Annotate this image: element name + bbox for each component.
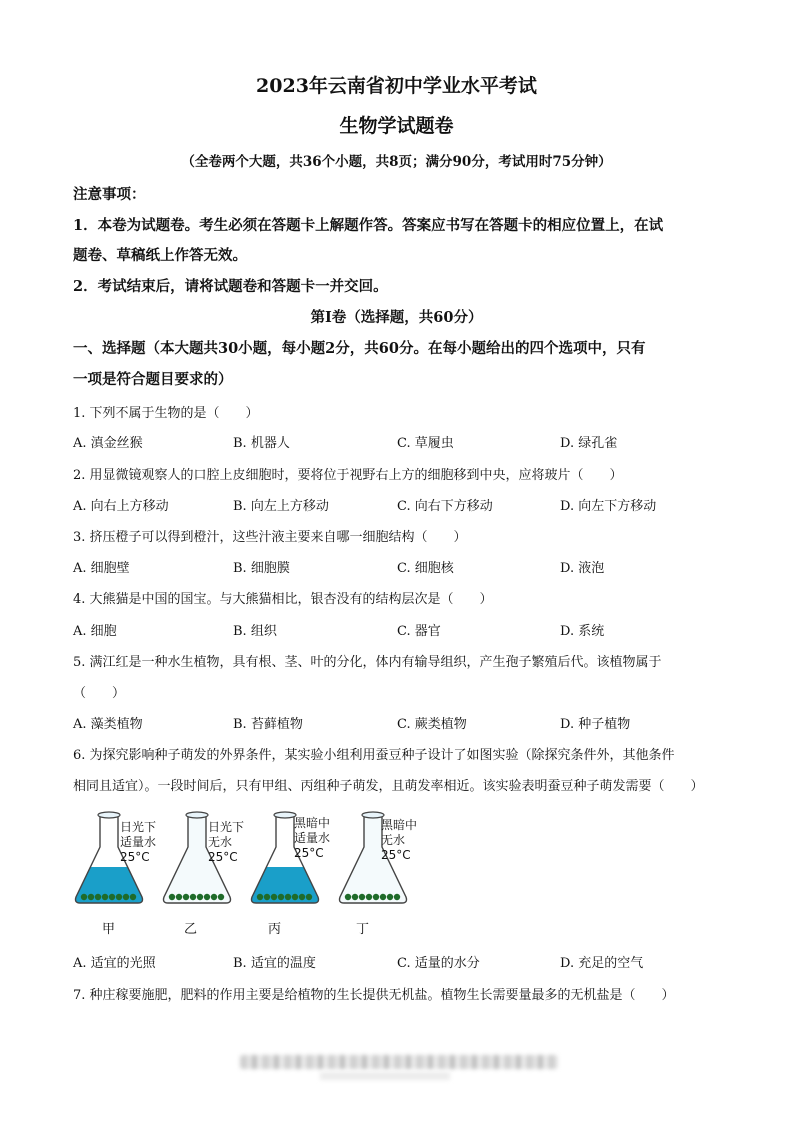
question-3-option-c: C. 细胞核: [397, 561, 454, 576]
flask-jia-name: 甲: [102, 922, 116, 937]
volume-heading: 第Ⅰ卷（选择题，共60分）: [310, 309, 483, 326]
question-2-stem: 2. 用显微镜观察人的口腔上皮细胞时，要将位于视野右上方的细胞移到中央，应将玻片（ ）: [73, 468, 623, 483]
question-5-option-d: D. 种子植物: [560, 717, 631, 732]
question-2-option-a: A. 向右上方移动: [73, 499, 169, 514]
flask-jia-conditions: 日光下 适量水 25°C: [120, 820, 157, 864]
exam-subtitle: 生物学试题卷: [339, 115, 454, 137]
question-6-option-c: C. 适量的水分: [397, 956, 480, 971]
question-1-option-c: C. 草履虫: [397, 436, 454, 451]
question-3-option-b: B. 细胞膜: [233, 561, 290, 576]
question-5-option-c: C. 蕨类植物: [397, 717, 467, 732]
question-6-option-a: A. 适宜的光照: [73, 956, 156, 971]
note-1-line-1: 1．本卷为试题卷。考生必须在答题卡上解题作答。答案应书写在答题卡的相应位置上，在试: [73, 217, 664, 234]
question-4-option-c: C. 器官: [397, 624, 441, 639]
question-5-option-b: B. 苔藓植物: [233, 717, 303, 732]
question-6-stem-line-1: 6. 为探究影响种子萌发的外界条件，某实验小组利用蚕豆种子设计了如图实验（除探究条件外，其他条件: [73, 748, 675, 763]
question-2-option-c: C. 向右下方移动: [397, 499, 493, 514]
question-4-option-b: B. 组织: [233, 624, 277, 639]
flask-ding-name: 丁: [356, 922, 370, 937]
question-1-stem: 1. 下列不属于生物的是（ ）: [73, 406, 259, 421]
question-6-option-b: B. 适宜的温度: [233, 956, 316, 971]
part-heading-line-2: 一项是符合题目要求的）: [73, 371, 233, 388]
blurred-footer-line: [320, 1072, 450, 1080]
question-4-stem: 4. 大熊猫是中国的国宝。与大熊猫相比，银杏没有的结构层次是（ ）: [73, 592, 493, 607]
question-1-option-d: D. 绿孔雀: [560, 436, 618, 451]
flask-yi-name: 乙: [184, 922, 198, 937]
notes-heading: 注意事项：: [73, 186, 146, 203]
question-2-option-b: B. 向左上方移动: [233, 499, 329, 514]
question-4-option-a: A. 细胞: [73, 624, 117, 639]
question-5-stem-line-2: （ ）: [73, 686, 126, 701]
question-2-option-d: D. 向左下方移动: [560, 499, 657, 514]
question-7-stem: 7. 种庄稼要施肥，肥料的作用主要是给植物的生长提供无机盐。植物生长需要量最多的无机盐是（ ）: [73, 988, 675, 1003]
flask-bing-conditions: 黑暗中 适量水 25°C: [294, 816, 331, 860]
flask-bing-name: 丙: [268, 922, 282, 937]
question-3-option-a: A. 细胞壁: [73, 561, 130, 576]
question-1-option-b: B. 机器人: [233, 436, 290, 451]
flask-ding-conditions: 黑暗中 无水 25°C: [381, 818, 418, 862]
exam-title: 2023年云南省初中学业水平考试: [256, 75, 537, 97]
part-heading-line-1: 一、选择题（本大题共30小题，每小题2分，共60分。在每小题给出的四个选项中，只有: [73, 340, 646, 357]
note-1-line-2: 题卷、草稿纸上作答无效。: [73, 247, 247, 264]
question-1-option-a: A. 滇金丝猴: [73, 436, 143, 451]
question-6-option-d: D. 充足的空气: [560, 956, 644, 971]
question-4-option-d: D. 系统: [560, 624, 605, 639]
flask-yi-conditions: 日光下 无水 25°C: [208, 820, 245, 864]
question-5-option-a: A. 藻类植物: [73, 717, 143, 732]
question-6-stem-line-2: 相同且适宜）。一段时间后，只有甲组、丙组种子萌发，且萌发率相近。该实验表明蚕豆种子萌发需要（ ）: [73, 779, 704, 794]
question-3-option-d: D. 液泡: [560, 561, 605, 576]
exam-info: （全卷两个大题，共36个小题，共8页；满分90分，考试用时75分钟）: [181, 154, 612, 170]
note-2: 2．考试结束后，请将试题卷和答题卡一并交回。: [73, 278, 388, 295]
question-3-stem: 3. 挤压橙子可以得到橙汁，这些汁液主要来自哪一细胞结构（ ）: [73, 530, 467, 545]
question-5-stem-line-1: 5. 满江红是一种水生植物，具有根、茎、叶的分化，体内有输导组织，产生孢子繁殖后代。该植物属于: [73, 655, 662, 670]
blurred-footer: [240, 1055, 558, 1069]
